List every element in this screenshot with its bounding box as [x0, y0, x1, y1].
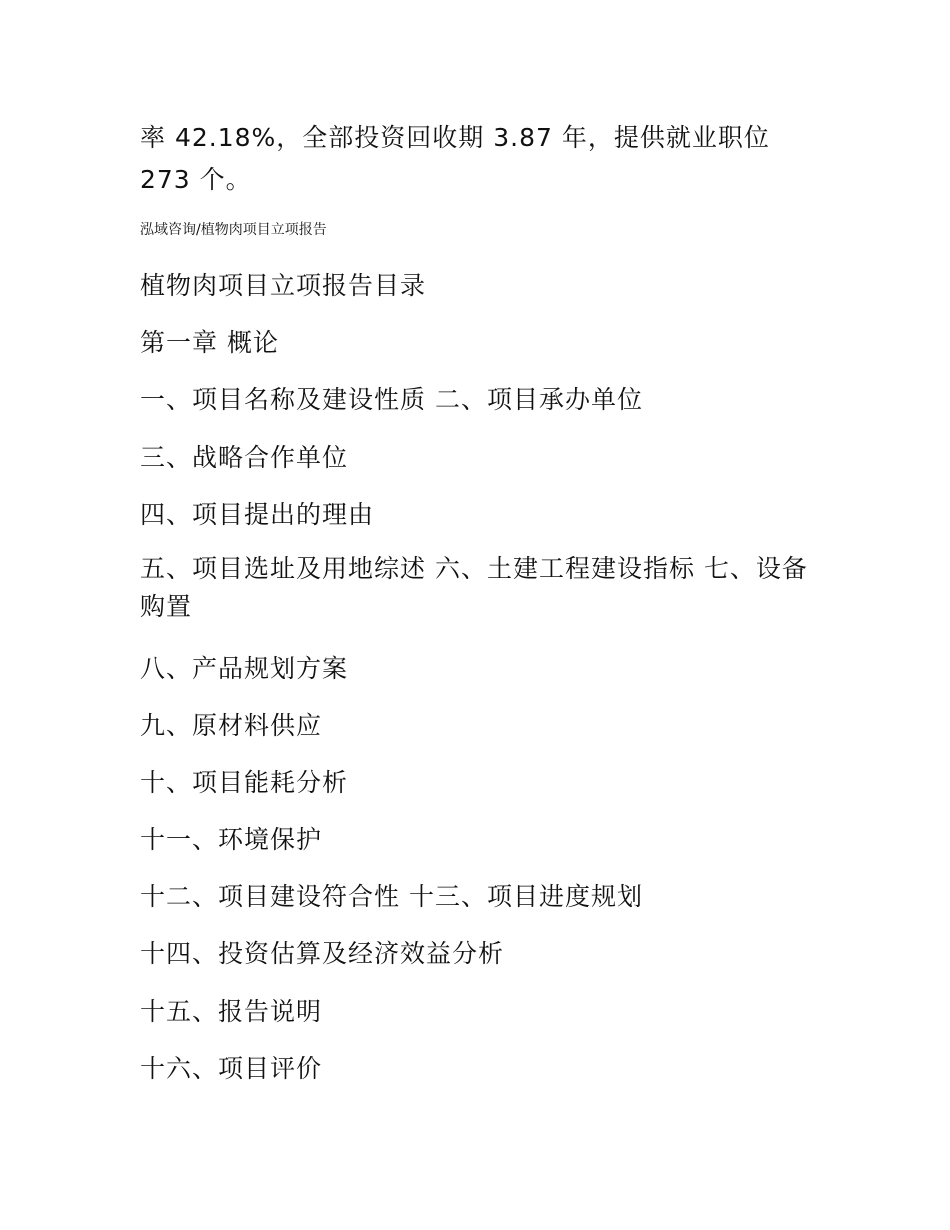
chapter-heading: 第一章 概论 — [140, 328, 279, 357]
intro-line-2: 273 个。 — [140, 165, 252, 194]
toc-item: 九、原材料供应 — [140, 711, 323, 740]
toc-item: 八、产品规划方案 — [140, 654, 349, 683]
toc-item: 十五、报告说明 — [140, 997, 323, 1026]
header-note: 泓域咨询/植物肉项目立项报告 — [140, 222, 327, 238]
toc-item: 十四、投资估算及经济效益分析 — [140, 939, 505, 968]
intro-line-1: 率 42.18%，全部投资回收期 3.87 年，提供就业职位 — [140, 123, 770, 152]
toc-item: 五、项目选址及用地综述 六、土建工程建设指标 七、设备购置 — [140, 554, 808, 621]
toc-item: 四、项目提出的理由 — [140, 500, 375, 529]
toc-item: 十、项目能耗分析 — [140, 768, 349, 797]
toc-item: 十二、项目建设符合性 十三、项目进度规划 — [140, 882, 643, 911]
toc-item: 十一、环境保护 — [140, 825, 323, 854]
toc-item: 一、项目名称及建设性质 二、项目承办单位 — [140, 385, 643, 414]
toc-item: 十六、项目评价 — [140, 1054, 323, 1083]
toc-title: 植物肉项目立项报告目录 — [140, 271, 427, 300]
toc-item: 三、战略合作单位 — [140, 443, 349, 472]
